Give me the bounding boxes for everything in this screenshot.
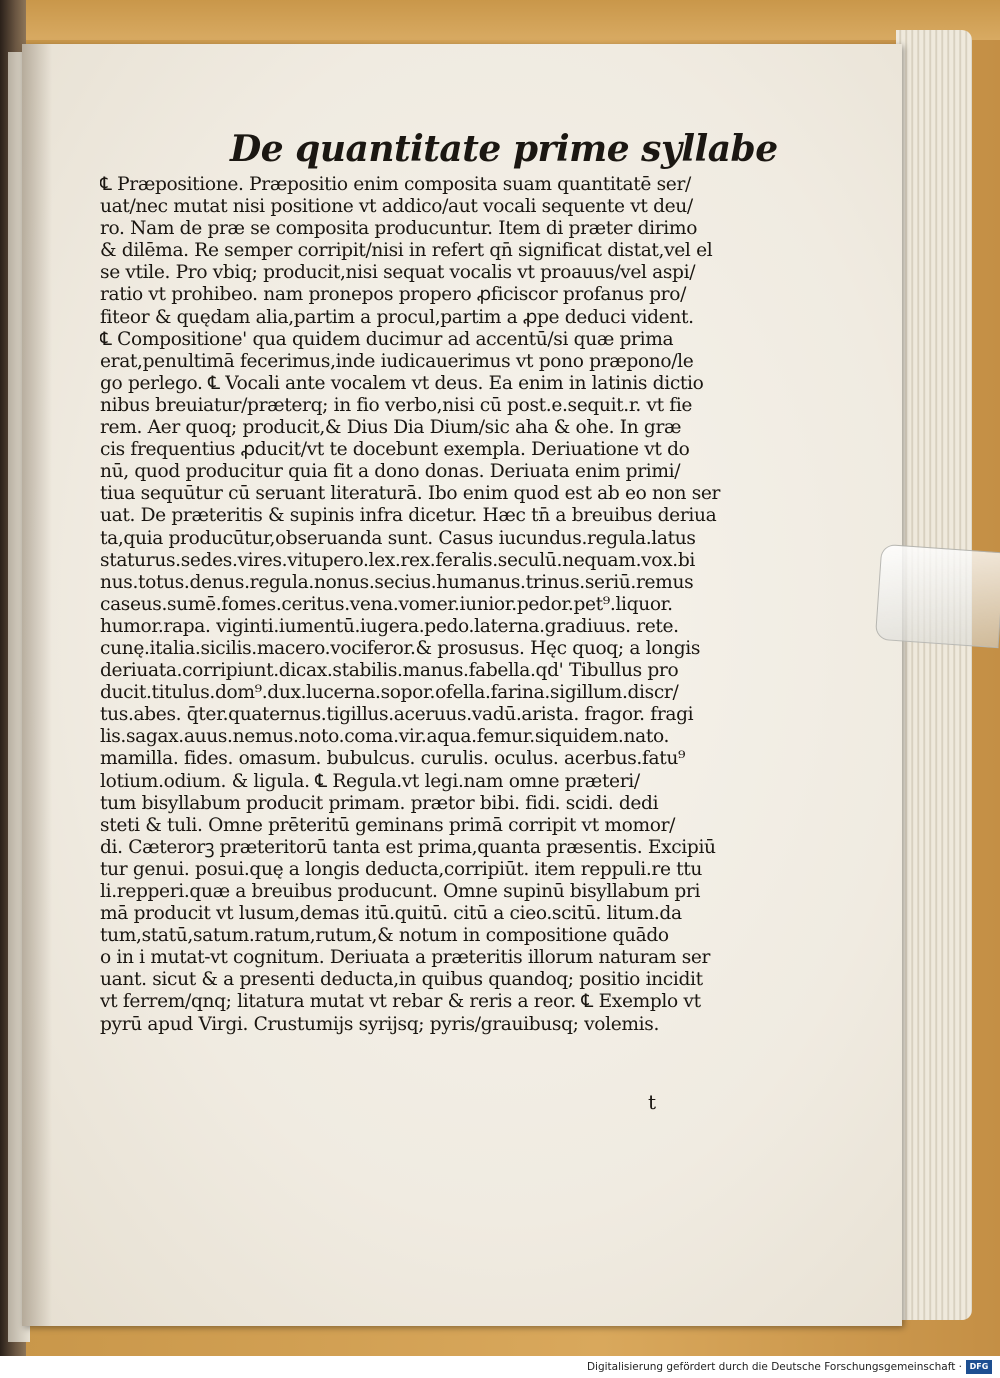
page-gutter-shadow: [22, 44, 52, 1326]
catchword: t: [648, 1090, 657, 1114]
text-line: lis.sagax.auus.nemus.noto.coma.vir.aqua.femur.siquidem.nato.: [100, 726, 670, 748]
text-line: fiteor & quędam alia,partim a procul,partim a ꝓpe deduci vident̄.: [100, 306, 694, 328]
text-line: uat. De præteritis & supinis infra dicetur. Hæc tn̄ a breuibus deriua: [100, 505, 717, 527]
text-line: ratio vt prohibeo. nam pronepos propero ꝓficiscor profanus pro/: [100, 284, 686, 306]
page-marker-tab: [875, 544, 1000, 648]
text-line: & dilēma. Re semper corripit̄/nisi in refert qn̄ significat distat,vel el: [100, 240, 713, 262]
page-stack-edge: [896, 30, 972, 1320]
footer-credit: Digitalisierung gefördert durch die Deutsche Forschungsgemeinschaft ·: [586, 1361, 962, 1373]
text-line: tum bisyllabum producit primam. prætor bibi. fidi. scidi. dedi: [100, 792, 659, 814]
text-line: mamilla. fides. omasum. bubulcus. curulis. oculus. acerbus.fatu⁹: [100, 748, 686, 770]
text-line: staturus.sedes.vires.vitupero.lex.rex.feralis.seculū.nequam.vox.bi: [100, 549, 695, 571]
text-line: ℄ Compositione' qua quidem ducimur ad accentū/si quæ prima: [100, 328, 674, 350]
text-line: tus.abes. q̄ter.quaternus.tigillus.aceruus.vadū.arista. fragor. fragi: [100, 704, 694, 726]
text-line: tiua sequūtur cū seruant literaturā. Ibo enim quod est ab eo non ser: [100, 483, 721, 505]
text-line: ducit.titulus.dom⁹.dux.lucerna.sopor.ofella.farina.sigillum.discr/: [100, 682, 679, 704]
text-line: ta,quia producūtur,obseruanda sunt. Casus iucundus.regula.latus: [100, 527, 696, 549]
text-line: nus.totus.denus.regula.nonus.secius.humanus.trinus.seriū.remus: [100, 571, 694, 593]
text-line: erat,penultimā fecerimus,inde iudicauerimus vt pono præpono/le: [100, 350, 694, 372]
text-line: di. Cæterorꝫ præteritorū tanta est prima,quanta præsentis. Excipiū: [100, 836, 716, 858]
text-line: uat/nec mutat̄ nisi positione vt addico/aut vocali sequente vt deu/: [100, 196, 693, 218]
text-line: deriuata.corripiunt̄.dicax.stabilis.manus.fabella.qd' Tibullus pro: [100, 660, 679, 682]
text-line: go perlego. ℄ Vocali ante vocalem vt deus. Ea enim in latinis dictio: [100, 372, 704, 394]
page-heading: De quantitate prime syllabe: [230, 128, 778, 170]
text-line: ro. Nam de præ se composita producuntur. Item di præter dirimo: [100, 218, 698, 240]
text-line: humor.rapa. viginti.iumentū.iugera.pedo.laterna.gradiuus. rete.: [100, 615, 679, 637]
dfg-logo: DFG: [966, 1360, 992, 1374]
text-line: mā producit vt lusum,demas itū.quitū. citū a cieo.scitū. litum.da: [100, 903, 682, 925]
text-line: li.repperi.quæ a breuibus producunt̄. Omne supinū bisyllabum pri: [100, 881, 701, 902]
text-line: lotium.odium. & ligula. ℄ Regula.vt legi.nam omne præteri/: [100, 770, 640, 792]
text-line: steti & tuli. Omne prēteritū geminans primā corripit vt momor/: [100, 814, 676, 836]
text-line: cunę.italia.sicilis.macero.vociferor.& prosusus. Hęc quoq; a longis: [100, 637, 701, 659]
text-line: o in i mutat-vt cognitum. Deriuata a præteritis illorum naturam ser: [100, 947, 711, 969]
text-line: tum,statū,satum.ratum,rutum,& notum in compositione quādo: [100, 925, 669, 947]
text-line: ℄ Præpositione. Præpositio enim composita suam quantitatē ser/: [100, 174, 691, 195]
text-line: pyrū apud Virgi. Crustumijs syrijsq; pyris/grauibusq; volemis.: [100, 1013, 660, 1035]
body-text: [100, 174, 780, 1036]
text-line: tur genui. posui.quę a longis deducta,corripiūt. item reppuli.re ttu: [100, 858, 703, 880]
text-line: se vtile. Pro vbiq; producit̄,nisi sequat̄ vocalis vt proauus/vel aspi/: [100, 262, 696, 284]
text-line: nū, quod producitur quia fit a dono donas. Deriuata enim primi/: [100, 461, 681, 483]
text-line: cis frequentius ꝓducit̄/vt te docebunt exempla. Deriuatione vt do: [100, 439, 690, 461]
text-line: nibus breuiatur/præterq; in fio verbo,nisi cū post.e.sequit̄.r. vt fie: [100, 394, 693, 416]
cover-board: [20, 0, 1000, 40]
text-line: uant. sicut & a presenti deducta,in quibus quandoq; positio incidit: [100, 969, 703, 991]
text-line: rem. Aer quoq; producit,& Dius Dia Dium/sic aha & ohe. In græ: [100, 417, 682, 439]
text-line: caseus.sumē.fomes.ceritus.vena.vomer.iunior.pedor.pet⁹.liquor.: [100, 593, 673, 615]
text-line: vt ferrem/qnq; litatura mutat̄ vt rebar & reris a reor. ℄ Exemplo vt: [100, 991, 701, 1013]
